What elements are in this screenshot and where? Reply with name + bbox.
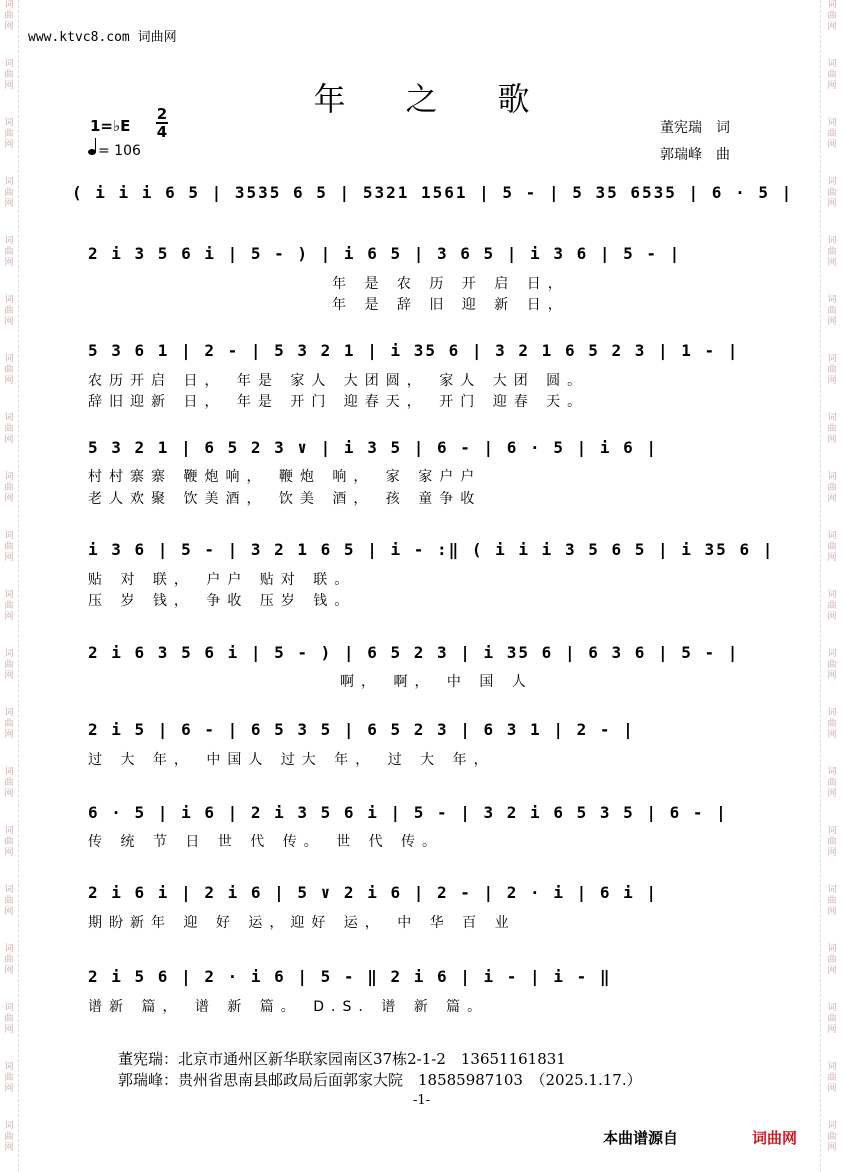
margin-line-right <box>820 0 821 1172</box>
composer: 郭瑞峰 曲 <box>660 147 730 163</box>
watermark-text: 词曲网 <box>4 1003 14 1035</box>
footer-contact-composer: 郭瑞峰：贵州省思南县邮政局后面郭家大院 18585987103 （2025.1.17.） <box>118 1071 642 1089</box>
tempo-mark <box>88 143 141 159</box>
watermark-text: 词曲网 <box>827 177 837 209</box>
watermark-text: 词曲网 <box>4 118 14 150</box>
key-signature: 1=♭E <box>90 117 131 135</box>
system-4-notes: 5 3 2 1 | 6 5 2 3 ∨ | i 3 5 | 6 - | 6 · 5 | i 6 | <box>88 438 659 457</box>
system-2-lyrics-2: 年 是 辞 旧 迎 新 日， <box>332 297 569 313</box>
quarter-note-icon <box>88 149 96 155</box>
watermark-text: 词曲网 <box>827 767 837 799</box>
system-3-lyrics-1: 农历开启 日， 年是 家人 大团圆， 家人 大团 圆。 <box>88 373 589 389</box>
site-url: www.ktvc8.com 词曲网 <box>28 30 177 45</box>
footer-contact-lyricist: 董宪瑞：北京市通州区新华联家园南区37栋2-1-2 13651161831 <box>118 1050 566 1068</box>
watermark-text: 词曲网 <box>827 1062 837 1094</box>
watermark-text: 词曲网 <box>4 177 14 209</box>
system-8-notes: 6 · 5 | i 6 | 2 i 3 5 6 i | 5 - | 3 2 i 6 5 3 5 | 6 - | <box>88 803 728 822</box>
system-7-notes: 2 i 5 | 6 - | 6 5 3 5 | 6 5 2 3 | 6 3 1 | 2 - | <box>88 720 635 739</box>
system-2-lyrics-1: 年 是 农 历 开 启 日， <box>332 276 569 292</box>
watermark-text: 词曲网 <box>4 236 14 268</box>
watermark-text: 词曲网 <box>827 295 837 327</box>
watermark-text: 词曲网 <box>827 472 837 504</box>
lyricist: 董宪瑞 词 <box>660 120 730 136</box>
watermark-left <box>2 0 16 1172</box>
system-3-lyrics-2: 辞旧迎新 日， 年是 开门 迎春天， 开门 迎春 天。 <box>88 394 589 410</box>
watermark-text: 词曲网 <box>4 354 14 386</box>
watermark-text: 词曲网 <box>827 118 837 150</box>
watermark-text: 词曲网 <box>4 885 14 917</box>
meter-top: 2 <box>156 105 168 123</box>
watermark-text: 词曲网 <box>827 0 837 32</box>
watermark-text: 词曲网 <box>4 295 14 327</box>
system-9-lyrics-1: 期盼新年 迎 好 运，迎好 运， 中 华 百 业 <box>88 915 516 931</box>
watermark-text: 词曲网 <box>827 1121 837 1153</box>
system-10-lyrics-1: 谱新 篇， 谱 新 篇。 D.S. 谱 新 篇。 <box>88 999 489 1015</box>
source-site-logo[interactable]: 词曲网 <box>752 1129 798 1147</box>
watermark-right <box>825 0 839 1172</box>
system-9-notes: 2 i 6 i | 2 i 6 | 5 ∨ 2 i 6 | 2 - | 2 · i | 6 i | <box>88 883 659 902</box>
system-6-notes: 2 i 6 3 5 6 i | 5 - ) | 6 5 2 3 | i 35 6 | 6 3 6 | 5 - | <box>88 643 740 662</box>
watermark-text: 词曲网 <box>4 472 14 504</box>
watermark-text: 词曲网 <box>827 531 837 563</box>
watermark-text: 词曲网 <box>4 59 14 91</box>
system-4-lyrics-1: 村村寨寨 鞭炮响， 鞭炮 响， 家 家户户 <box>88 469 482 485</box>
watermark-text: 词曲网 <box>827 590 837 622</box>
system-4-lyrics-2: 老人欢聚 饮美酒， 饮美 酒， 孩 童争收 <box>88 491 482 507</box>
watermark-text: 词曲网 <box>4 708 14 740</box>
watermark-text: 词曲网 <box>4 531 14 563</box>
watermark-text: 词曲网 <box>827 354 837 386</box>
system-6-lyrics-1: 啊， 啊， 中 国 人 <box>340 674 533 690</box>
margin-line-left <box>18 0 19 1172</box>
watermark-text: 词曲网 <box>827 236 837 268</box>
watermark-text: 词曲网 <box>827 1003 837 1035</box>
meter-bottom: 4 <box>156 123 168 141</box>
watermark-text: 词曲网 <box>4 0 14 32</box>
watermark-text: 词曲网 <box>4 826 14 858</box>
watermark-text: 词曲网 <box>4 767 14 799</box>
system-10-notes: 2 i 5 6 | 2 · i 6 | 5 - ‖ 2 i 6 | i - | i - ‖ <box>88 967 612 986</box>
watermark-text: 词曲网 <box>827 649 837 681</box>
source-label: 本曲谱源自 <box>603 1129 679 1147</box>
watermark-text: 词曲网 <box>827 59 837 91</box>
watermark-text: 词曲网 <box>827 413 837 445</box>
tempo-value: = 106 <box>98 143 141 159</box>
watermark-text: 词曲网 <box>4 944 14 976</box>
system-8-lyrics-1: 传 统 节 日 世 代 传。 世 代 传。 <box>88 834 444 850</box>
system-5-notes: i 3 6 | 5 - | 3 2 1 6 5 | i - :‖ ( i i i 3 5 6 5 | i 35 6 | <box>88 540 775 559</box>
watermark-text: 词曲网 <box>4 413 14 445</box>
system-1-notes: ( i i i 6 5 | 3535 6 5 | 5321 1561 | 5 - | 5 35 6535 | 6 · 5 | <box>72 183 794 202</box>
system-7-lyrics-1: 过 大 年， 中国人 过大 年， 过 大 年， <box>88 752 495 768</box>
system-2-notes: 2 i 3 5 6 i | 5 - ) | i 6 5 | 3 6 5 | i 3 6 | 5 - | <box>88 244 682 263</box>
page-number: -1- <box>412 1093 431 1108</box>
watermark-text: 词曲网 <box>4 1062 14 1094</box>
system-3-notes: 5 3 6 1 | 2 - | 5 3 2 1 | i 35 6 | 3 2 1 6 5 2 3 | 1 - | <box>88 341 740 360</box>
watermark-text: 词曲网 <box>827 885 837 917</box>
watermark-text: 词曲网 <box>827 944 837 976</box>
song-title: 年之歌 <box>313 80 590 118</box>
time-signature <box>156 107 168 139</box>
watermark-text: 词曲网 <box>827 826 837 858</box>
watermark-text: 词曲网 <box>4 1121 14 1153</box>
system-5-lyrics-1: 贴 对 联， 户户 贴对 联。 <box>88 572 356 588</box>
system-5-lyrics-2: 压 岁 钱， 争收 压岁 钱。 <box>88 593 356 609</box>
watermark-text: 词曲网 <box>827 708 837 740</box>
watermark-text: 词曲网 <box>4 649 14 681</box>
watermark-text: 词曲网 <box>4 590 14 622</box>
